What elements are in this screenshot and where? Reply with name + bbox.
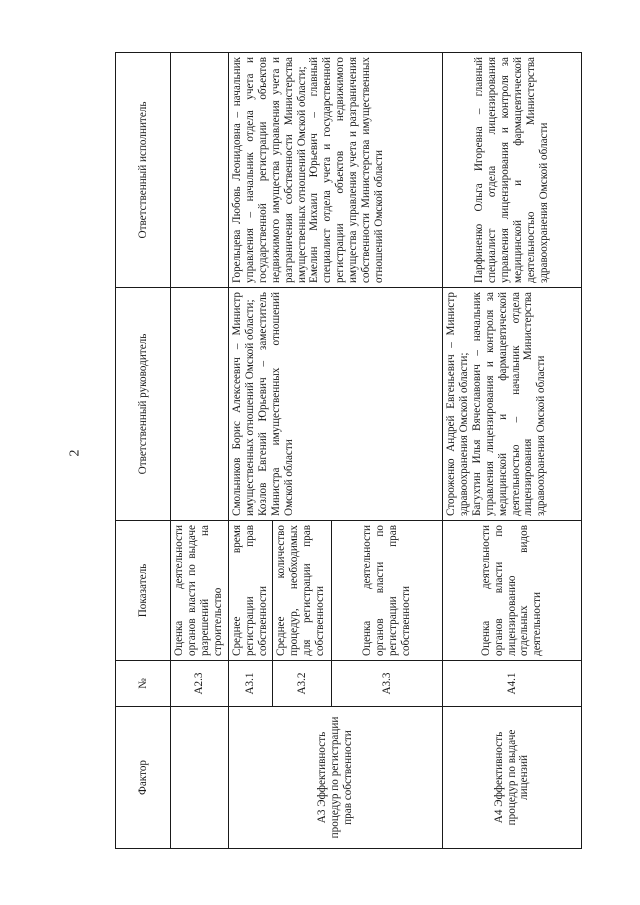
leader-cell [229,288,443,521]
leader-line: Стороженко Андрей Евгеньевич – Министр здравоохранения Омской области; [445,292,470,516]
factor-cell: А4 Эффективность процедур по выдаче лицензий [443,707,582,849]
factor-cell-empty [171,707,229,849]
leader-line: Багухтин Илья Вячеславович – начальник управления лицензирования и контроля за медицинской и фармацевтической деятельностью – начальник отдела лицензирования Министерства здравоохранения Омской области [470,292,548,516]
leader-cell [443,288,582,521]
row-number: А3.2 [273,661,332,707]
responsibility-table [115,52,582,849]
table-row-a3-1 [229,53,273,849]
leader-line: Козлов Евгений Юрьевич – заместитель Министра имущественных отношений Омской области [256,292,295,516]
row-number: А4.1 [443,661,582,707]
indicator-cell: Оценка деятельности органов власти по выдаче разрешений на строительство [171,521,229,661]
executor-cell-empty [171,53,229,288]
header-row [116,53,171,849]
executor-line: Парфиненко Ольга Игоревна – главный специалист отдела лицензирования управления лицензирования и контроля за медицинской и фармацевтической деятельностью Министерства здравоохранения Омской области [473,57,550,283]
indicator-cell: Оценка деятельности органов власти по регистрации прав собственности [332,521,443,661]
executor-cell [229,53,443,288]
header-leader: Ответственный руководитель [116,288,171,521]
indicator-cell: Оценка деятельности органов власти по лицензированию отдельных видов деятельности [443,521,582,661]
header-indicator: Показатель [116,521,171,661]
leader-cell-empty [171,288,229,521]
rotated-table-container [115,53,581,849]
table-row-a4-1 [443,53,582,849]
indicator-cell: Среднее количество процедур, необходимых для регистрации прав собственности [273,521,332,661]
row-number: А3.1 [229,661,273,707]
leader-line: Смольников Борис Алексеевич – Министр имущественных отношений Омской области; [231,292,256,516]
row-number: А3.3 [332,661,443,707]
executor-line: Горельцева Любовь Леонидовна – начальник управления – начальник отдела учета и государственной регистрации объектов недвижимого имущества управления учета и разграничения собственности Министерства имущественных отношений Омской области; [231,57,308,283]
page-number: 2 [67,449,83,457]
factor-cell: А3 Эффективность процедур по регистрации прав собственности [229,707,443,849]
header-number: № [116,661,171,707]
executor-cell [443,53,582,288]
row-number: А2.3 [171,661,229,707]
header-factor: Фактор [116,707,171,849]
executor-line: Емелин Михаил Юрьевич – главный специалист отдела учета и государственной регистрации объектов недвижимого имущества управления учета и разграничения собственности Министерства имущественных отношений Омской области [308,57,385,283]
indicator-cell: Среднее время регистрации прав собственности [229,521,273,661]
table-row-a2-3 [171,53,229,849]
header-executor: Ответственный исполнитель [116,53,171,288]
